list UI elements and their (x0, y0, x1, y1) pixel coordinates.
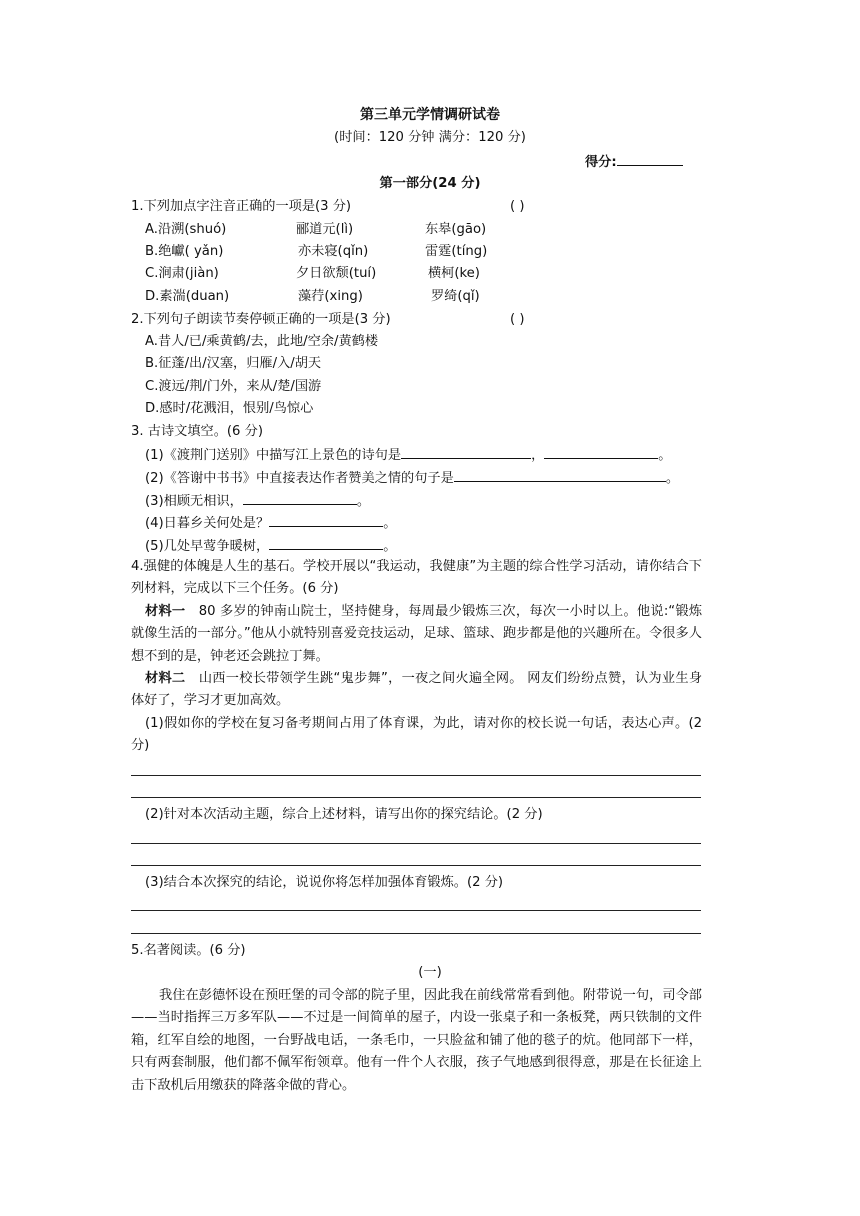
material-1-tag: 材料一 (145, 604, 186, 619)
answer-blank[interactable] (269, 535, 383, 550)
answer-blank[interactable] (544, 444, 658, 459)
q4-intro: 4.强健的体魄是人生的基石。学校开展以“我运动，我健康”为主题的综合性学习活动，请你结合下列材料，完成以下三个任务。(6 分) (131, 559, 702, 597)
q2-opt-b: B.征蓬/出/汉塞，归雁/入/胡天 (145, 356, 322, 371)
q1-opt-b-3: 雷霆(tíng) (425, 244, 488, 259)
q2-opt-c: C.渡远/荆/门外，来从/楚/国游 (145, 379, 322, 394)
q4-subquestion-1: (1)假如你的学校在复习备考期间占用了体育课，为此，请对你的校长说一句话，表达心声。(2 分) (131, 716, 702, 754)
q1-opt-a-1: A.沿溯(shuó) (145, 222, 227, 237)
answer-line[interactable] (131, 865, 701, 866)
q2-opt-d: D.感时/花溅泪，恨别/鸟惊心 (145, 401, 314, 416)
q5-section-label: (一) (418, 965, 442, 980)
q3-item-3: (3)相顾无相识， 。 (145, 490, 370, 510)
score-blank (617, 151, 683, 166)
q1-opt-d-1: D.素湍(duan) (145, 289, 230, 304)
exam-subtitle: (时间：120 分钟 满分：120 分) (334, 130, 526, 145)
q4-material-1 (131, 601, 702, 668)
answer-line[interactable] (131, 933, 701, 934)
q3-item-2: (2)《答谢中书书》中直接表达作者赞美之情的句子是 。 (145, 467, 679, 487)
answer-line[interactable] (131, 797, 701, 798)
q1-opt-d-3: 罗绮(qǐ) (431, 289, 480, 304)
answer-blank[interactable] (401, 444, 531, 459)
answer-blank[interactable] (243, 490, 357, 505)
q5-stem: 5.名著阅读。(6 分) (131, 943, 246, 958)
q3-item-5: (5)几处早莺争暖树， 。 (145, 535, 396, 555)
q1-opt-d-2: 藻荇(xing) (298, 289, 363, 304)
material-2-tag: 材料二 (145, 671, 186, 686)
q1-opt-c-2: 夕日欲颓(tuí) (296, 266, 377, 281)
q2-answer-paren: ( ) (510, 312, 525, 327)
q1-opt-b-2: 亦未寝(qǐn) (298, 244, 369, 259)
q4-subquestion-3: (3)结合本次探究的结论，说说你将怎样加强体育锻炼。(2 分) (145, 875, 504, 890)
q3-item-4: (4)日暮乡关何处是？ 。 (145, 512, 396, 532)
answer-blank[interactable] (454, 467, 666, 482)
material-1-text: 80 多岁的钟南山院士，坚持健身，每周最少锻炼三次，每次一小时以上。他说:“锻炼就像生活的一部分。”他从小就特别喜爱竞技运动，足球、篮球、跑步都是他的兴趣所在。令很多人想不到的是，钟老还会跳拉丁舞。 (131, 604, 703, 664)
exam-title: 第三单元学情调研试卷 (360, 107, 500, 123)
q4-subquestion-2: (2)针对本次活动主题，综合上述材料，请写出你的探究结论。(2 分) (145, 807, 543, 822)
q1-opt-a-3: 东皋(gāo) (425, 222, 487, 237)
q1-opt-b-1: B.绝巘( yǎn) (145, 244, 224, 259)
answer-line[interactable] (131, 775, 701, 776)
material-2-text: 山西一校长带领学生跳“鬼步舞”，一夜之间火遍全网。 网友们纷纷点赞，认为业生身体好了，学习才更加高效。 (131, 671, 703, 709)
answer-blank[interactable] (269, 512, 383, 527)
score-label: 得分: (585, 155, 617, 170)
q3-item-1: (1)《渡荆门送别》中描写江上景色的诗句是 ， 。 (145, 444, 671, 464)
q1-answer-paren: ( ) (510, 199, 525, 214)
q1-stem: 1.下列加点字注音正确的一项是(3 分) (131, 199, 352, 214)
q5-passage: 我住在彭德怀设在预旺堡的司令部的院子里，因此我在前线常常看到他。附带说一句，司令部——当时指挥三万多军队——不过是一间简单的屋子，内设一张桌子和一条板凳，两只铁制的文件箱，红军自绘的地图，一台野战电话，一条毛巾，一只脸盆和铺了他的毯子的炕。他同部下一样，只有两套制服，他们都不佩军衔领章。他有一件个人衣服，孩子气地感到很得意，那是在长征途上击下敌机后用缴获的降落伞做的背心。 (131, 988, 702, 1093)
q4-material-2 (131, 668, 702, 713)
q1-opt-c-3: 横柯(ke) (428, 266, 480, 281)
answer-line[interactable] (131, 910, 701, 911)
q1-opt-c-1: C.涧肃(jiàn) (145, 266, 219, 281)
q3-stem: 3. 古诗文填空。(6 分) (131, 424, 263, 439)
answer-line[interactable] (131, 843, 701, 844)
q1-opt-a-2: 郦道元(lì) (296, 222, 354, 237)
q2-opt-a: A.昔人/已/乘黄鹤/去，此地/空余/黄鹤楼 (145, 334, 379, 349)
q2-stem: 2.下列句子朗读节奏停顿正确的一项是(3 分) (131, 312, 391, 327)
score-field (585, 151, 683, 171)
part1-heading: 第一部分(24 分) (379, 176, 481, 191)
